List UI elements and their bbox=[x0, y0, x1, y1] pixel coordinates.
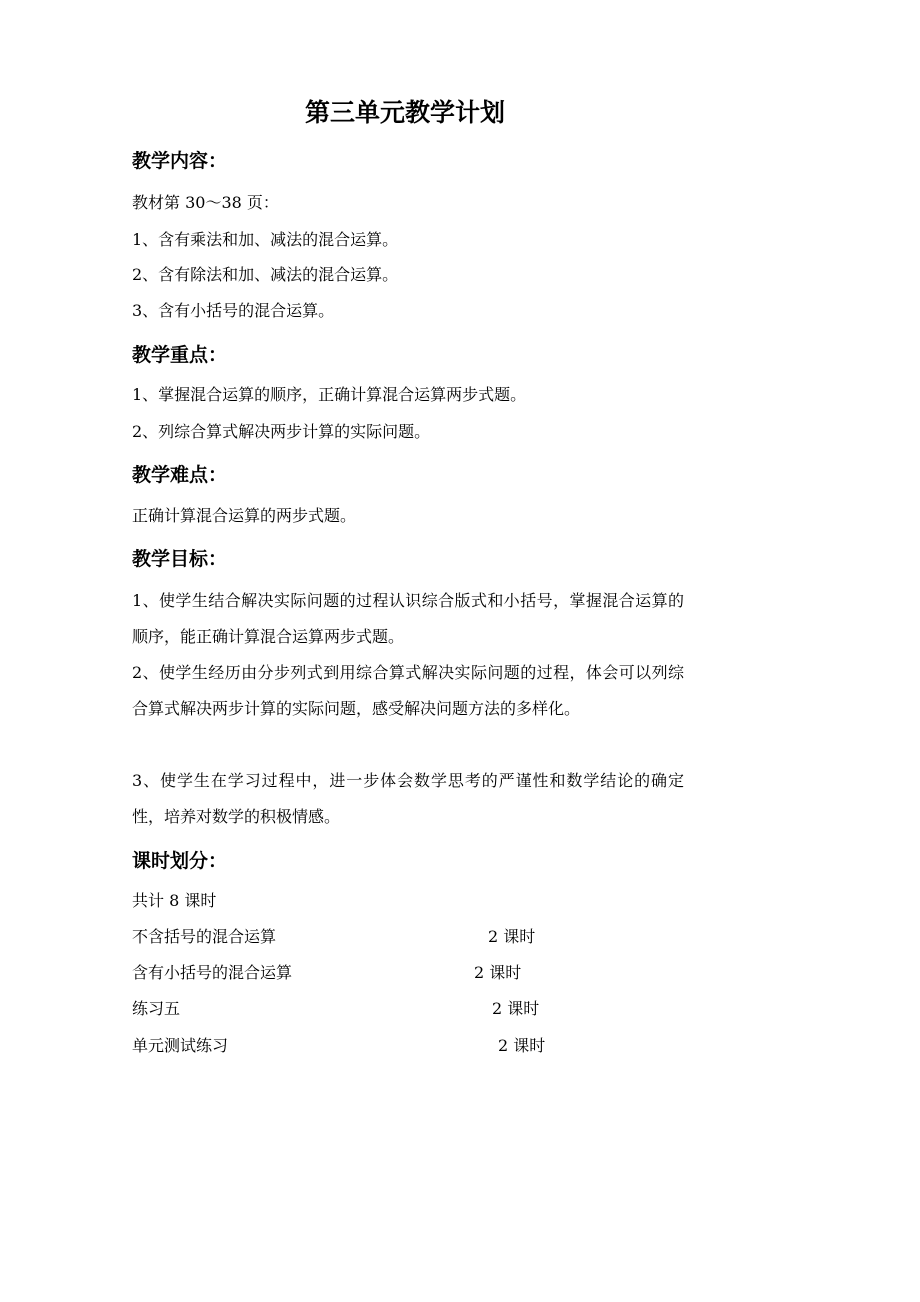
content-line: 2、含有除法和加、减法的混合运算。 bbox=[132, 265, 399, 284]
objective-paragraph: 3、使学生在学习过程中，进一步体会数学思考的严谨性和数学结论的确定性，培养对数学的积极情感。 bbox=[132, 771, 684, 826]
section-heading-content: 教学内容： bbox=[132, 150, 228, 172]
schedule-lesson-hours: 2 课时 bbox=[488, 927, 536, 946]
schedule-row bbox=[132, 1035, 692, 1057]
schedule-lesson-name: 含有小括号的混合运算 bbox=[132, 963, 293, 982]
key-point-line: 1、掌握混合运算的顺序，正确计算混合运算两步式题。 bbox=[132, 385, 527, 404]
schedule-lesson-name: 不含括号的混合运算 bbox=[132, 927, 277, 946]
schedule-lesson-name: 单元测试练习 bbox=[132, 1036, 229, 1055]
schedule-row bbox=[132, 998, 692, 1020]
section-heading-schedule: 课时划分： bbox=[132, 850, 228, 872]
content-line: 1、含有乘法和加、减法的混合运算。 bbox=[132, 230, 399, 249]
schedule-lesson-name: 练习五 bbox=[132, 999, 181, 1018]
schedule-lesson-hours: 2 课时 bbox=[498, 1036, 546, 1055]
content-line: 教材第 30～38 页： bbox=[132, 193, 279, 212]
document-title: 第三单元教学计划 bbox=[304, 98, 505, 127]
section-heading-difficulties: 教学难点： bbox=[132, 464, 228, 486]
schedule-row bbox=[132, 926, 692, 948]
objective-paragraph: 1、使学生结合解决实际问题的过程认识综合版式和小括号，掌握混合运算的顺序，能正确计算混合运算两步式题。 bbox=[132, 591, 684, 646]
schedule-lesson-hours: 2 课时 bbox=[474, 963, 522, 982]
section-heading-key-points: 教学重点： bbox=[132, 344, 228, 366]
objective-paragraph: 2、使学生经历由分步列式到用综合算式解决实际问题的过程，体会可以列综合算式解决两步计算的实际问题，感受解决问题方法的多样化。 bbox=[132, 663, 684, 718]
section-heading-objectives: 教学目标： bbox=[132, 548, 228, 570]
schedule-total: 共计 8 课时 bbox=[132, 891, 217, 910]
difficulty-line: 正确计算混合运算的两步式题。 bbox=[132, 506, 357, 525]
content-line: 3、含有小括号的混合运算。 bbox=[132, 301, 335, 320]
schedule-row bbox=[132, 962, 692, 984]
schedule-lesson-hours: 2 课时 bbox=[492, 999, 540, 1018]
key-point-line: 2、列综合算式解决两步计算的实际问题。 bbox=[132, 422, 431, 441]
